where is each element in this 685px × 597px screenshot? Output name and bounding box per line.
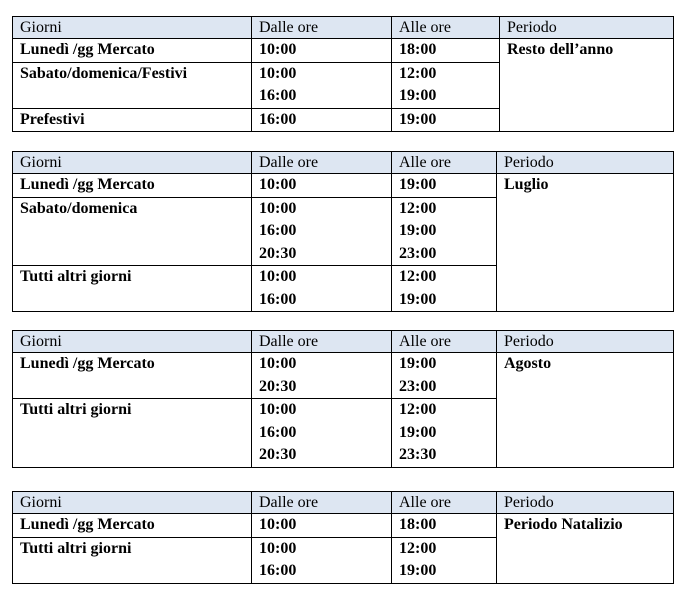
day-cell: Tutti altri giorni (13, 399, 252, 468)
header-periodo: Periodo (497, 492, 674, 514)
header-alle-ore: Alle ore (392, 331, 497, 353)
day-cell: Sabato/domenica/Festivi (13, 62, 252, 108)
to-cell: 19:00 (392, 174, 497, 198)
table-row (13, 514, 674, 538)
table-header-row (13, 152, 674, 174)
schedule-table (12, 16, 674, 132)
to-cell: 19:00 23:00 (392, 353, 497, 399)
to-cell: 12:00 19:00 23:30 (392, 399, 497, 468)
from-cell: 10:00 (252, 39, 392, 63)
from-cell: 10:00 (252, 174, 392, 198)
header-dalle-ore: Dalle ore (252, 331, 392, 353)
period-cell: Luglio (497, 174, 674, 312)
from-cell: 10:00 16:00 (252, 537, 392, 583)
header-dalle-ore: Dalle ore (252, 17, 392, 39)
day-cell: Tutti altri giorni (13, 266, 252, 312)
table-row (13, 39, 674, 63)
day-cell: Lunedì /gg Mercato (13, 174, 252, 198)
header-dalle-ore: Dalle ore (252, 152, 392, 174)
day-cell: Lunedì /gg Mercato (13, 39, 252, 63)
from-cell: 10:00 16:00 (252, 62, 392, 108)
from-cell: 10:00 16:00 (252, 266, 392, 312)
day-cell: Lunedì /gg Mercato (13, 514, 252, 538)
day-cell: Tutti altri giorni (13, 537, 252, 583)
to-cell: 18:00 (392, 39, 500, 63)
table-row (13, 353, 674, 399)
header-alle-ore: Alle ore (392, 17, 500, 39)
header-giorni: Giorni (13, 492, 252, 514)
to-cell: 18:00 (392, 514, 497, 538)
period-cell: Resto dell’anno (500, 39, 674, 132)
from-cell: 16:00 (252, 108, 392, 132)
day-cell: Sabato/domenica (13, 197, 252, 266)
period-cell: Periodo Natalizio (497, 514, 674, 584)
to-cell: 12:00 19:00 (392, 266, 497, 312)
schedule-table (12, 151, 674, 312)
header-alle-ore: Alle ore (392, 492, 497, 514)
from-cell: 10:00 16:00 20:30 (252, 399, 392, 468)
to-cell: 19:00 (392, 108, 500, 132)
to-cell: 12:00 19:00 (392, 537, 497, 583)
to-cell: 12:00 19:00 23:00 (392, 197, 497, 266)
table-row (13, 174, 674, 198)
schedule-table (12, 330, 674, 468)
header-periodo: Periodo (497, 331, 674, 353)
day-cell: Prefestivi (13, 108, 252, 132)
table-header-row (13, 331, 674, 353)
table-header-row (13, 17, 674, 39)
day-cell: Lunedì /gg Mercato (13, 353, 252, 399)
header-periodo: Periodo (500, 17, 674, 39)
header-periodo: Periodo (497, 152, 674, 174)
from-cell: 10:00 16:00 20:30 (252, 197, 392, 266)
from-cell: 10:00 20:30 (252, 353, 392, 399)
to-cell: 12:00 19:00 (392, 62, 500, 108)
header-giorni: Giorni (13, 17, 252, 39)
period-cell: Agosto (497, 353, 674, 468)
from-cell: 10:00 (252, 514, 392, 538)
table-header-row (13, 492, 674, 514)
header-giorni: Giorni (13, 331, 252, 353)
header-giorni: Giorni (13, 152, 252, 174)
header-dalle-ore: Dalle ore (252, 492, 392, 514)
schedule-table (12, 491, 674, 584)
header-alle-ore: Alle ore (392, 152, 497, 174)
